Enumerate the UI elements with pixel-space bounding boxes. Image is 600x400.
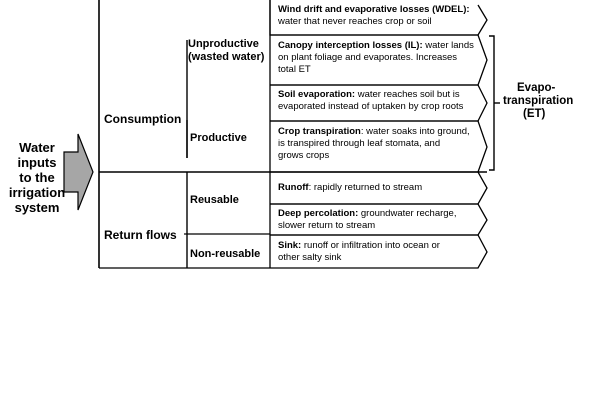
box-transp-term: Crop transpiration xyxy=(278,126,361,137)
category-consumption: Consumption xyxy=(104,112,182,126)
et-label: Evapo- transpiration (ET) xyxy=(503,82,574,120)
box-wdel: Wind drift and evaporative losses (WDEL): water that never reaches crop or soil xyxy=(278,4,470,27)
subcategory-unproductive: Unproductive (wasted water) xyxy=(188,38,265,63)
box-wdel-term: Wind drift and evaporative losses (WDEL): xyxy=(278,4,470,15)
input-label: Water inputs to the irrigation system xyxy=(8,140,66,215)
box-soil-evaporation: Soil evaporation: water reaches soil but is evaporated instead of uptaken by crop roots xyxy=(278,89,464,112)
box-deep-percolation: Deep percolation: groundwater recharge, slower return to stream xyxy=(278,208,457,231)
et-bracket xyxy=(489,36,494,170)
box-soil-term: Soil evaporation: xyxy=(278,89,356,100)
box-canopy-interception: Canopy interception losses (IL): water lands on plant foliage and evaporates. Increases total ET xyxy=(278,40,474,75)
box-sink-term: Sink: xyxy=(278,240,302,251)
box-deep-term: Deep percolation: xyxy=(278,208,359,219)
box-crop-transpiration: Crop transpiration: water soaks into ground, is transpired through leaf stomata, and grows crops xyxy=(278,126,470,161)
subcategory-productive: Productive xyxy=(190,132,247,144)
subcategory-non-reusable: Non-reusable xyxy=(190,248,261,260)
subcategory-reusable: Reusable xyxy=(190,194,239,206)
box-il-term: Canopy interception losses (IL): xyxy=(278,40,423,51)
box-sink: Sink: runoff or infiltration into ocean or other salty sink xyxy=(278,240,440,263)
box-runoff-term: Runoff xyxy=(278,182,309,193)
category-return-flows: Return flows xyxy=(104,228,177,242)
box-runoff: Runoff: rapidly returned to stream xyxy=(278,182,423,193)
input-arrow-icon xyxy=(64,134,93,210)
